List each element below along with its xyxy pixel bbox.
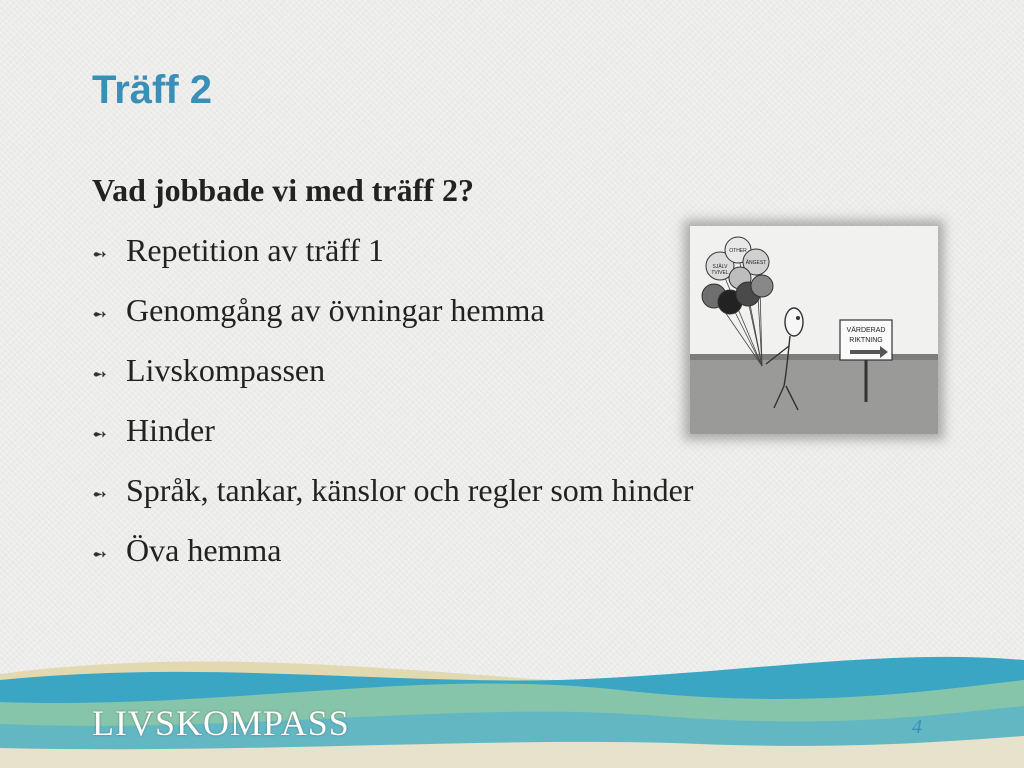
arrow-bullet-icon: ➻ bbox=[92, 244, 108, 265]
arrow-bullet-icon: ➻ bbox=[92, 304, 108, 325]
arrow-bullet-icon: ➻ bbox=[92, 364, 108, 385]
bullet-item bbox=[92, 472, 693, 532]
bullet-text: Repetition av träff 1 bbox=[126, 232, 384, 268]
arrow-bullet-icon: ➻ bbox=[92, 544, 108, 565]
cartoon-drawing bbox=[690, 226, 938, 434]
bullet-text: Språk, tankar, känslor och regler som hinder bbox=[126, 472, 694, 508]
page-number: 4 bbox=[912, 716, 922, 738]
bullet-item bbox=[92, 532, 693, 592]
bullet-item bbox=[92, 352, 693, 412]
bullet-item bbox=[92, 292, 693, 352]
slide-subtitle: Vad jobbade vi med träff 2? bbox=[92, 172, 474, 208]
bullet-text: Livskompassen bbox=[126, 352, 326, 388]
balloon-label: ÄNGEST bbox=[745, 260, 767, 266]
bullet-item bbox=[92, 232, 693, 292]
arrow-bullet-icon: ➻ bbox=[92, 424, 108, 445]
slide-title: Träff 2 bbox=[92, 68, 213, 112]
arrow-bullet-icon: ➻ bbox=[92, 484, 108, 505]
sign-line: RIKTNING bbox=[849, 337, 883, 344]
sign-line: VÄRDERAD bbox=[846, 327, 886, 334]
bullet-text: Hinder bbox=[126, 412, 215, 448]
balloon-label: OTHER bbox=[729, 248, 747, 254]
balloon-label: TVIVEL bbox=[711, 270, 729, 276]
bullet-text: Öva hemma bbox=[126, 532, 282, 568]
balloon-label: SJÄLV bbox=[712, 264, 728, 270]
bullet-list bbox=[92, 232, 693, 592]
bullet-item bbox=[92, 412, 693, 472]
bullet-text: Genomgång av övningar hemma bbox=[126, 292, 545, 328]
balloons-cartoon-image bbox=[690, 226, 938, 434]
livskompass-logo: LIVSKOMPASS bbox=[92, 703, 350, 743]
